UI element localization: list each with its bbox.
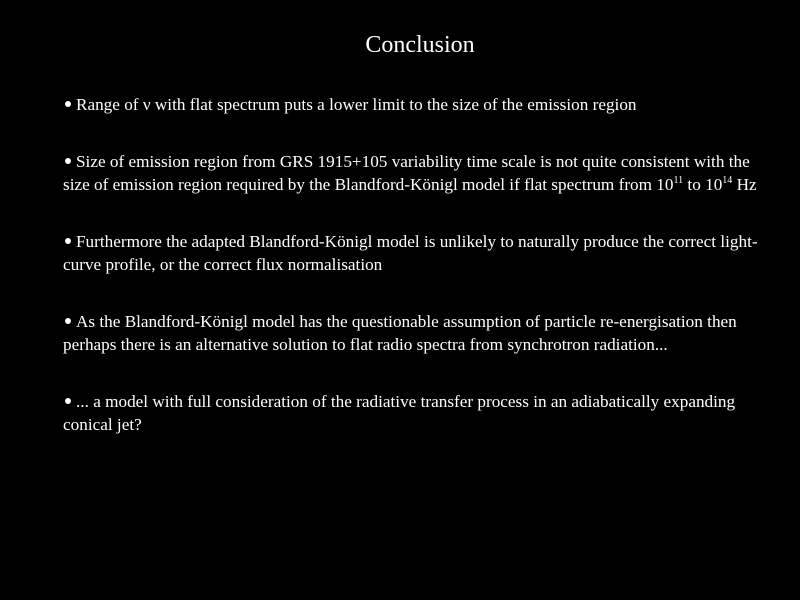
bullet-item-1	[63, 93, 763, 116]
bullet-list	[63, 93, 763, 436]
frequency-to-word: to	[683, 175, 706, 194]
frequency-high-exponent: 14	[722, 175, 733, 186]
frequency-unit: Hz	[732, 175, 757, 194]
bullet-item-2	[63, 150, 763, 196]
bullet-text-1: Range of ν with flat spectrum puts a lower limit to the size of the emission region	[76, 95, 637, 114]
bullet-text-2: Size of emission region from GRS 1915+105 variability time scale is not quite consistent with the size of emission region required by the Blandford-Königl model if flat spectrum from	[63, 152, 750, 194]
frequency-high-base: 10	[705, 175, 723, 194]
bullet-icon	[65, 101, 71, 107]
bullet-icon	[65, 158, 71, 164]
bullet-item-3	[63, 230, 763, 276]
bullet-text-5: ... a model with full consideration of the radiative transfer process in an adiabatically expanding conical jet?	[63, 392, 736, 434]
bullet-icon	[65, 318, 71, 324]
frequency-low-exponent: 11	[673, 175, 684, 186]
bullet-icon	[65, 398, 71, 404]
bullet-icon	[65, 238, 71, 244]
bullet-item-5	[63, 390, 763, 436]
frequency-low-base: 10	[656, 175, 674, 194]
bullet-text-4: As the Blandford-Königl model has the questionable assumption of particle re-energisation then perhaps there is an alternative solution to flat radio spectra from synchrotron radiation...	[63, 312, 737, 354]
slide-title: Conclusion	[365, 32, 475, 58]
bullet-text-3: Furthermore the adapted Blandford-Königl model is unlikely to naturally produce the correct light-curve profile, or the correct flux normalisation	[63, 232, 758, 274]
bullet-item-4	[63, 310, 763, 356]
